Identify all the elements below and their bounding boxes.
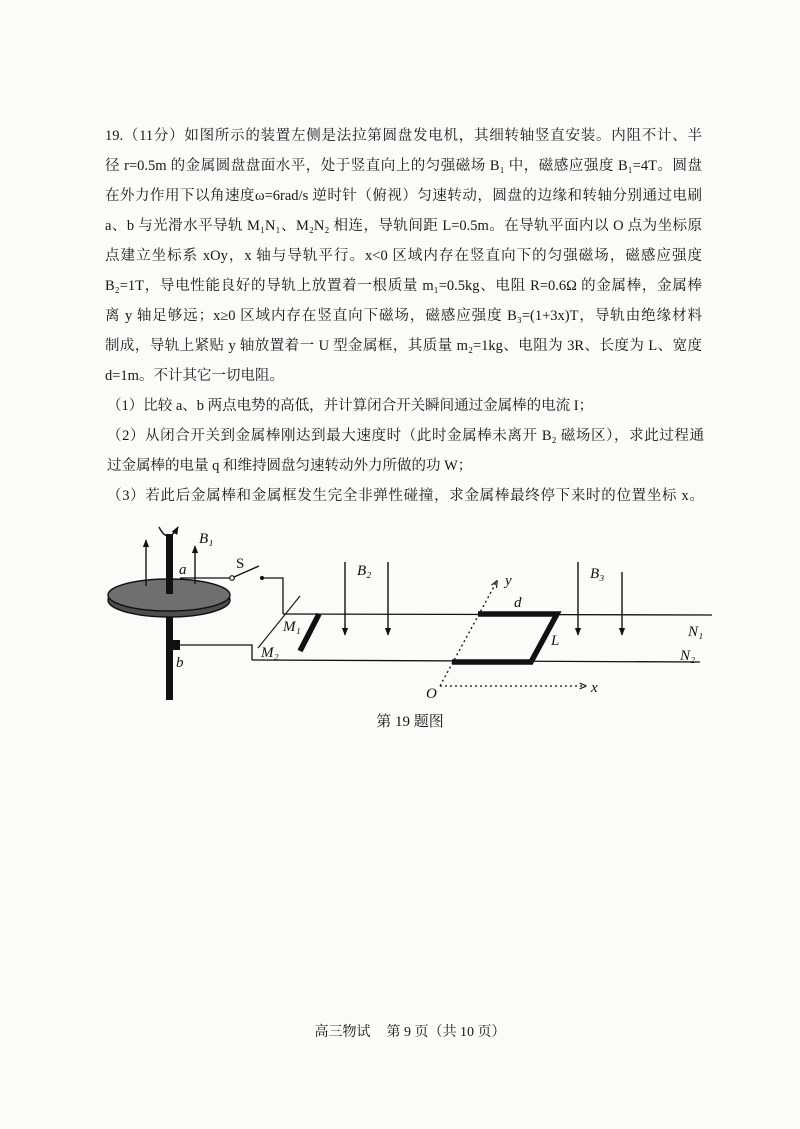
sub-question-2-continued: 过金属棒的电量 q 和维持圆盘匀速转动外力所做的功 W； [107,458,473,474]
label-a: a [179,562,187,578]
footer-course: 高三物试 [314,1025,371,1040]
label-o: O [426,686,437,702]
label-m2: M₂ [261,645,279,661]
wire-switch-to-m1 [262,578,283,614]
question-line: 19.（11分）如图所示的装置左侧是法拉第圆盘发电机，其细转轴竖直安装。内阻不计、半 [105,128,702,144]
question-line: 在外力作用下以角速度ω=6rad/s 逆时针（俯视）匀速转动，圆盘的边缘和转轴分别通过电刷 [105,188,702,204]
figure-caption: 第 19 题图 [376,714,444,730]
u-shaped-metal-frame [452,614,560,662]
label-b1: B₁ [199,531,214,547]
rotating-shaft-upper [166,534,173,594]
label-b: b [176,655,184,671]
label-s: S [236,556,245,572]
label-l: L [551,633,560,649]
question-line: a、b 与光滑水平导轨 M₁N₁、M₂N₂ 相连，导轨间距 L=0.5m。在导轨平面内以 O 点为坐标原 [105,218,702,234]
switch-s-pivot [230,576,235,581]
label-y: y [505,573,512,589]
label-b3: B₃ [590,566,605,582]
question-line: B₂=1T，导电性能良好的导轨上放置着一根质量 m₁=0.5kg、电阻 R=0.6Ω 的金属棒，金属棒 [105,278,702,294]
question-line: 离 y 轴足够远；x≥0 区域内存在竖直向下磁场，磁感应强度 B₃=(1+3x)T，导轨由绝缘材料 [105,308,702,324]
y-axis [440,581,497,686]
rotating-shaft-lower [166,608,173,700]
label-m1: M₁ [283,619,301,635]
question-line: 点建立坐标系 xOy，x 轴与导轨平行。x<0 区域内存在竖直向下的匀强磁场，磁感应强度 [105,248,702,264]
question-line: 径 r=0.5m 的金属圆盘盘面水平，处于竖直向上的匀强磁场 B₁ 中，磁感应强度 B₁=4T。圆盘 [105,158,702,174]
question-line: 制成，导轨上紧贴 y 轴放置着一 U 型金属框，其质量 m₂=1kg、电阻为 3R、长度为 L、宽度 [105,338,702,354]
label-x: x [591,680,598,696]
label-d: d [514,595,522,611]
footer-page-number: 第 9 页（共 10 页） [386,1025,506,1040]
metal-rod [300,614,319,651]
sub-question-1: （1）比较 a、b 两点电势的高低，并计算闭合开关瞬间通过金属棒的电流 I； [107,398,594,414]
wire-b-to-m2 [180,645,252,660]
label-n2: N₂ [680,648,696,664]
sub-question-3: （3）若此后金属棒和金属框发生完全非弹性碰撞，求金属棒最终停下来时的位置坐标 x。 [107,488,704,504]
question-line: d=1m。不计其它一切电阻。 [105,368,284,384]
figure-19-diagram [0,515,800,710]
sub-question-2: （2）从闭合开关到金属棒刚达到最大速度时（此时金属棒未离开 B₂ 磁场区），求此过程通 [107,428,704,444]
brush-b [173,640,180,650]
label-b2: B₂ [357,563,372,579]
page-footer [270,1021,550,1045]
label-n1: N₁ [688,624,704,640]
